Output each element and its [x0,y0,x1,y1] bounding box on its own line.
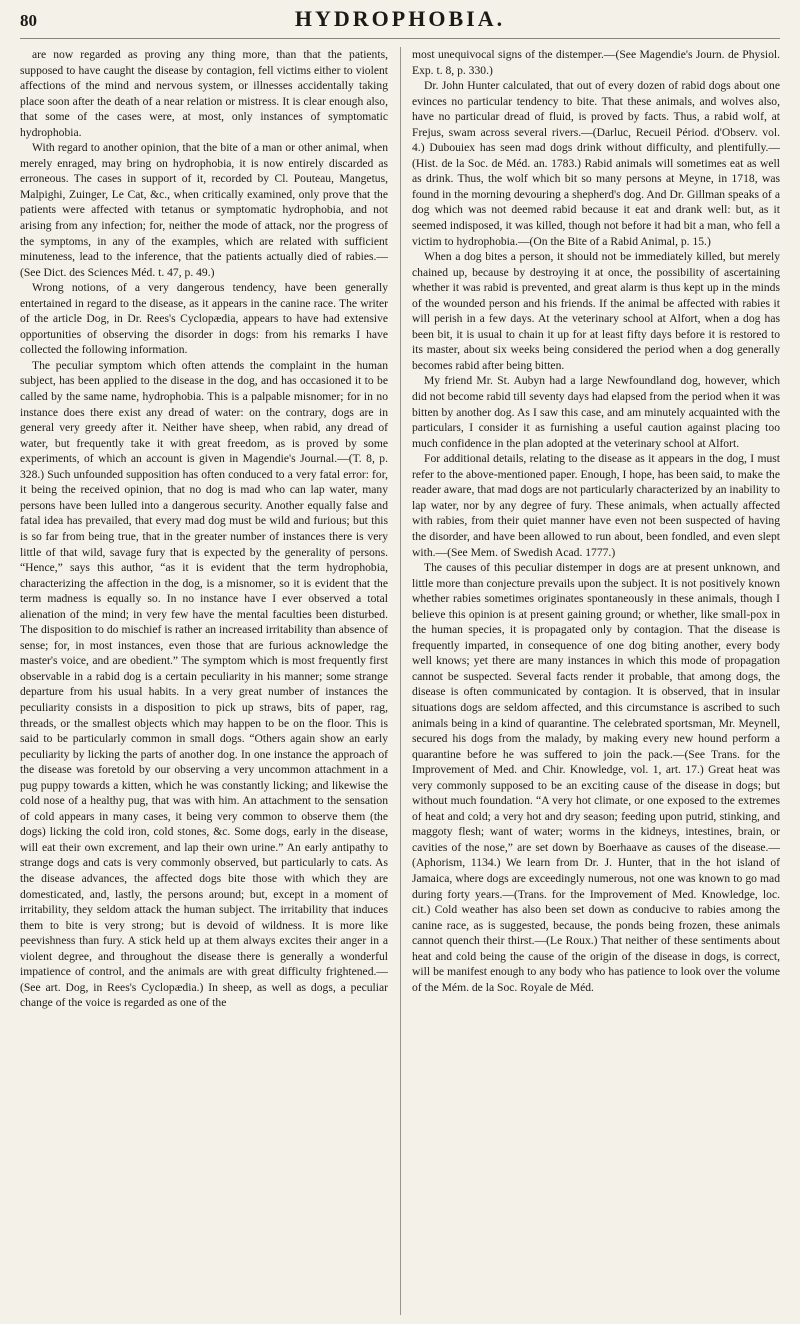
paragraph: Wrong notions, of a very dangerous tendency, have been generally entertained in regard to the disease, as it appears in the canine race. The writer of the article Dog, in Dr. Rees's Cyclopædia, appears to have had extensive opportunities of observing the disorder in dogs: from his remarks I have collected the following information. [20,281,388,357]
running-title: HYDROPHOBIA. [294,6,506,31]
paragraph: When a dog bites a person, it should not be immediately killed, but merely chained up, because by destroying it at once, the possibility of ascertaining whether it was rabid is prevented, and great alarm is thus kept up in the minds of the wounded person and his friends. If the animal be affected with rabies it will perish in a few days. At the veterinary school at Alfort, when a dog has been bit, it is usual to chain it up for at least fifty days before it is restored to its master, about six weeks being considered the period when a dog generally becomes rabid after being bitten. [412,250,780,372]
page-number: 80 [20,11,37,30]
paragraph: most unequivocal signs of the distemper.—(See Magendie's Journ. de Physiol. Exp. t. 8, p. 330.) [412,48,780,77]
running-head [20,6,780,39]
paragraph: The causes of this peculiar distemper in dogs are at present unknown, and little more than conjecture prevails upon the subject. It is not positively known whether rabies sometimes originates spontaneously in these animals, though I believe this opinion is at present gaining ground; or whether, like small-pox in the human species, it is propagated only by contagion. That the disease is frequently imparted, in consequence of one dog biting another, every body well knows; yet there are many instances in which this mode of propagation cannot be suspected. Several facts render it probable, that among dogs, the disease is often communicated by contagion. It is observed, that in insular situations dogs are seldom affected, and this circumstance is ascribed to such animals being in a kind of quarantine. The celebrated sportsman, Mr. Meynell, secured his dogs from the malady, by making every new hound perform a quarantine before he was suffered to join the pack.—(See Trans. for the Improvement of Med. and Chir. Knowledge, vol. 1, art. 17.) Great heat was very commonly supposed to be an exciting cause of the disease in dogs; but without much foundation. “A very hot climate, or one exposed to the extremes of heat and cold; a very hot and dry season; feeding upon putrid, stinking, and maggoty flesh; want of water; worms in the kidneys, intestines, brain, or cavities of the nose,” are set down by Boerhaave as causes of the disease.—(Aphorism, 1134.) We learn from Dr. J. Hunter, that in the hot island of Jamaica, where dogs are exceedingly numerous, not one was known to go mad during forty years.—(Trans. for the Improvement of Med. Knowledge, loc. cit.) Cold weather has also been set down as conducive to rabies among the canine race, as is suggested, because, the ponds being frozen, these animals cannot quench their thirst.—(Le Roux.) That neither of these sentiments about heat and cold being the cause of the origin of the disease in dogs, is correct, will be manifest enough to any body who has patience to look over the volume of the Mém. de la Soc. Royale de Méd. [412,561,780,994]
paragraph: The peculiar symptom which often attends the complaint in the human subject, has been applied to the disease in the dog, and has occasioned it to be called by the same name, hydrophobia. This is a palpable misnomer; for in no instance does there exist any dread of water: on the contrary, dogs are in general very greedy after it. Neither have sheep, when rabid, any dread of water, but frequently take it with great freedom, as is proved by some experiments, of which an account is given in Magendie's Journal.—(T. 8, p. 328.) Such unfounded supposition has often conduced to a very fatal error: for, it being the received opinion, that no dog is mad who can lap water, many persons have been lulled into a dangerous security. Another equally false and fatal idea has prevailed, that every mad dog must be wild and furious; but this is so far from being true, that in the greater number of instances there is very little of that wild, savage fury that is expected by the generality of persons. “Hence,” says this author, “as it is evident that the term hydrophobia, characterizing the affection in the dog, is a misnomer, so it is evident that the term madness is equally so. In no instance have I ever observed a total alienation of the mind; in very few have the mental faculties been disturbed. The disposition to do mischief is rather an increased irritability than absence of sense; for, in most instances, even those that are furious acknowledge the master's voice, and are obedient.” The symptom which is most frequently first observable in a rabid dog is a certain peculiarity in his manner; some strange departure from his usual habits. In a very great number of instances the peculiarity consists in a disposition to pick up straws, bits of paper, rag, threads, or the smallest objects which may happen to be on the floor. This is said to be particularly common in small dogs. “Others again show an early peculiarity by licking the parts of another dog. In one instance the approach of the disease was foretold by our observing a very uncommon attachment in a pug puppy towards a kitten, which he was constantly licking; and likewise the cold nose of a healthy pug, that was with him. An attachment to the sensation of cold appears in many cases, it being very common to observe them (the dogs) licking the cold iron, cold stones, &c. Some dogs, early in the disease, will eat their own excrement, and lap their own urine.” An early antipathy to strange dogs and cats is very commonly observed, but particularly to cats. As the disease advances, the affected dogs bite those with which they are domesticated, and, lastly, the persons around; but, except in a moment of irritability, they seldom attack the human subject. The irritability that induces them to bite is very strong; but is devoid of wildness. It is more like peevishness than fury. A stick held up at them always excites their anger in a violent degree, and throughout the disease there is generally a wonderful impatience of control, and the animals are with great difficulty frightened.—(See art. Dog, in Rees's Cyclopædia.) In sheep, as well as dogs, a peculiar change of the voice is regarded as one of the [20,358,388,1010]
column-divider [400,47,401,1315]
paragraph: With regard to another opinion, that the bite of a man or other animal, when merely enraged, may bring on hydrophobia, it is now entirely discarded as erroneous. The cases in support of it, recorded by Cl. Pouteau, Mangetus, Malpighi, Zuinger, Le Cat, &c., when critically examined, only prove that the patients were affected with tetanus or symptomatic hydrophobia, and not arising from any infection; for, neither the mode of attack, nor the progress of the symptoms, in any of the examples, which are related with sufficient minuteness, lead to the inference, that the patients actually died of rabies.—(See Dict. des Sciences Méd. t. 47, p. 49.) [20,141,388,279]
paragraph: Dr. John Hunter calculated, that out of every dozen of rabid dogs about one evinces no particular tendency to bite. That these animals, and wolves also, have no particular dread of fluid, is proved by facts. Thus, a rabid wolf, at Frejus, swam across several rivers.—(Darluc, Recueil Périod. d'Observ. vol. 4.) Dubouiex has seen mad dogs drink without difficulty, and plentifully.—(Hist. de la Soc. de Méd. an. 1783.) Rabid animals will sometimes eat as well as drink. Thus, the wolf which bit so many persons at Meyne, in 1718, was found in the morning devouring a shepherd's dog. And Dr. Gillman speaks of a dog which was not deemed rabid because it eat and drank well: but, as it seemed indisposed, it was killed, though not before it had bit a man, who fell a victim to hydrophobia.—(On the Bite of a Rabid Animal, p. 15.) [412,79,780,248]
paragraph: For additional details, relating to the disease as it appears in the dog, I must refer to the above-mentioned paper. Enough, I hope, has been said, to make the reader aware, that mad dogs are not particularly characterized by an inability to lap water, nor by any degree of fury. These animals, when actually affected with rabies, from their quiet manner have even not been suspected of having the disorder, and have been allowed to run about, been fondled, and even slept with.—(See Mem. of Swedish Acad. 1777.) [412,452,780,559]
right-column [412,47,780,1315]
left-column [20,47,388,1315]
text-columns [20,47,780,1315]
paragraph: are now regarded as proving any thing more, than that the patients, supposed to have caught the disease by contagion, fell victims either to violent affections of the mind and nervous system, or illnesses accidentally taking place soon after the death of a near relation or mistress. It is clear enough also, that some of the cases were, at most, only instances of symptomatic hydrophobia. [20,48,388,139]
paragraph: My friend Mr. St. Aubyn had a large Newfoundland dog, however, which did not become rabid till seventy days had elapsed from the period when it was bitten by another dog. As I saw this case, and am minutely acquainted with the particulars, I consider it as furnishing a useful caution against placing too much confidence in the plan adopted at the veterinary school at Alfort. [412,374,780,450]
